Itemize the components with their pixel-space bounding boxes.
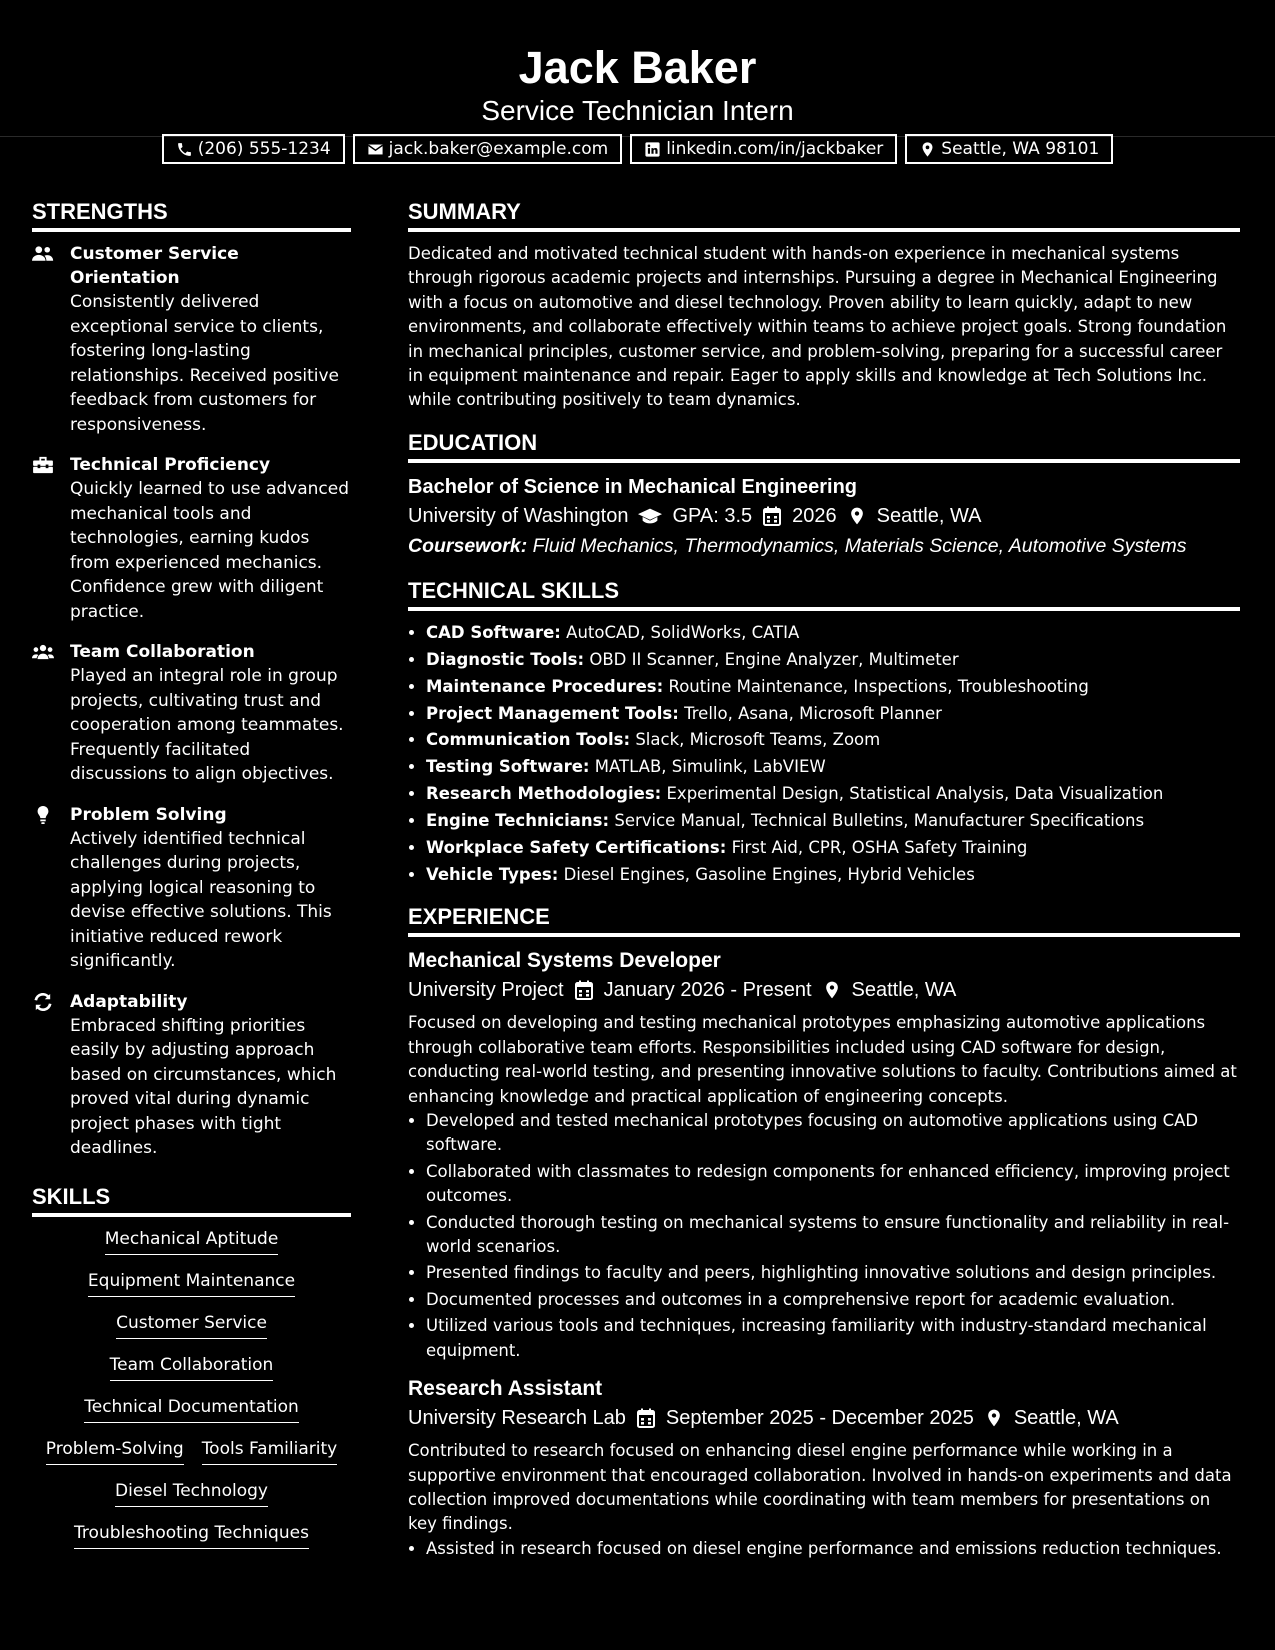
job-dates: January 2026 - Present (603, 979, 812, 1002)
list-item: • Assisted in research focused on diesel engine performance and emissions reduction techniques. (426, 1537, 1240, 1561)
calendar-icon (762, 506, 782, 526)
map-pin-icon (984, 1408, 1004, 1428)
list-item: • Presented findings to faculty and peers, highlighting innovative solutions and design principles. (426, 1261, 1240, 1285)
header (0, 0, 1275, 159)
job-bullets (408, 1109, 1240, 1363)
list-item: • Developed and tested mechanical prototypes focusing on automotive applications using CAD software. (426, 1109, 1240, 1158)
linkedin-icon (644, 141, 661, 158)
job-location: Seattle, WA (1013, 1407, 1119, 1430)
skill-tag: Technical Documentation (84, 1395, 299, 1423)
job-title: Service Technician Intern (481, 95, 794, 126)
skill-tag: Tools Familiarity (202, 1437, 338, 1465)
map-pin-icon (847, 506, 867, 526)
technical-skills-heading: TECHNICAL SKILLS (408, 577, 1240, 611)
refresh-icon (32, 993, 54, 1011)
list-item: • Diagnostic Tools: OBD II Scanner, Engine Analyzer, Multimeter (426, 648, 1240, 672)
job-position: Mechanical Systems Developer (408, 949, 721, 973)
list-item: • Research Methodologies: Experimental Design, Statistical Analysis, Data Visualization (426, 782, 1240, 806)
job-dates: September 2025 - December 2025 (665, 1407, 974, 1430)
skills-list (32, 1227, 351, 1549)
job-location: Seattle, WA (851, 979, 957, 1002)
strength-title: Adaptability (70, 991, 188, 1012)
strength-desc: Actively identified technical challenges during projects, applying logical reasoning to devise effective solutions. This initiative reduced rework significantly. (70, 828, 332, 971)
contact-location-text: Seattle, WA 98101 (941, 139, 1100, 159)
strength-item (32, 242, 351, 437)
list-item: • Project Management Tools: Trello, Asana, Microsoft Planner (426, 702, 1240, 726)
education-location: Seattle, WA (876, 504, 982, 527)
calendar-icon (636, 1408, 656, 1428)
team-icon (32, 643, 54, 661)
skill-tag: Problem-Solving (46, 1437, 184, 1465)
contact-phone[interactable] (162, 134, 345, 164)
strength-desc: Consistently delivered exceptional service to clients, fostering long-lasting relationships. Received positive feedback from customers for responsiveness. (70, 292, 340, 435)
toolbox-icon (32, 456, 54, 474)
strength-item (32, 453, 351, 624)
coursework-list: Fluid Mechanics, Thermodynamics, Materials Science, Automotive Systems (532, 534, 1187, 557)
strength-title: Team Collaboration (70, 642, 255, 662)
gpa: GPA: 3.5 (672, 504, 753, 527)
education-heading: EDUCATION (408, 429, 1240, 463)
job-meta (408, 975, 1240, 1005)
coursework-label: Coursework: (408, 534, 528, 557)
candidate-name: Jack Baker (518, 42, 757, 93)
experience-heading: EXPERIENCE (408, 903, 1240, 937)
graduation-cap-icon (638, 506, 662, 526)
contact-email[interactable] (353, 134, 623, 164)
job-meta (408, 1403, 1240, 1433)
calendar-icon (574, 980, 594, 1000)
strength-title: Problem Solving (70, 804, 227, 825)
strength-title: Customer Service Orientation (70, 244, 239, 288)
job-description: Focused on developing and testing mechanical prototypes emphasizing automotive applications through collaborative team efforts. Responsibilities included using CAD software for design, conducting real-world testing, and presenting innovative solutions to faculty. Contributions aimed at enhancing knowledge and practical application of engineering concepts. (408, 1013, 1237, 1106)
summary-text: Dedicated and motivated technical student with hands-on experience in mechanical systems through rigorous academic projects and internships. Pursuing a degree in Mechanical Engineering with a focus on automotive and diesel technology. Proven ability to learn quickly, adapt to new environments, and collaborate effectively within teams to achieve project goals. Strong foundation in mechanical principles, customer service, and problem-solving, preparing for a successful career in equipment maintenance and repair. Eager to apply skills and knowledge at Tech Solutions Inc. while contributing positively to team dynamics. (408, 244, 1227, 410)
right-column (408, 198, 1240, 1563)
job-org: University Research Lab (408, 1407, 626, 1430)
strengths-heading: STRENGTHS (32, 198, 351, 232)
strength-item (32, 640, 351, 787)
list-item: • Workplace Safety Certifications: First Aid, CPR, OSHA Safety Training (426, 836, 1240, 860)
contact-linkedin-text: linkedin.com/in/jackbaker (666, 139, 884, 159)
list-item: • Communication Tools: Slack, Microsoft Teams, Zoom (426, 728, 1240, 752)
skill-tag: Diesel Technology (115, 1479, 268, 1507)
left-column (32, 198, 351, 1563)
contact-bar (0, 134, 1275, 164)
list-item: • Collaborated with classmates to redesign components for enhanced efficiency, improving project outcomes. (426, 1160, 1240, 1209)
strength-desc: Quickly learned to use advanced mechanical tools and technologies, earning kudos from experienced mechanics. Confidence grew with diligent practice. (70, 479, 349, 622)
degree-title: Bachelor of Science in Mechanical Engineering (408, 475, 858, 498)
lightbulb-icon (32, 806, 54, 824)
job-position: Research Assistant (408, 1377, 603, 1401)
skills-heading: SKILLS (32, 1183, 351, 1217)
list-item: • Testing Software: MATLAB, Simulink, LabVIEW (426, 755, 1240, 779)
skill-tag: Equipment Maintenance (88, 1269, 295, 1297)
job-description: Contributed to research focused on enhancing diesel engine performance while working in a supportive environment that encouraged collaboration. Involved in hands-on experiments and data collection improved documentations while coordinating with team members for presentations on key findings. (408, 1441, 1232, 1534)
users-icon (32, 245, 54, 263)
list-item: • Engine Technicians: Service Manual, Technical Bulletins, Manufacturer Specifications (426, 809, 1240, 833)
map-pin-icon (822, 980, 842, 1000)
skill-tag: Mechanical Aptitude (105, 1227, 279, 1255)
strength-desc: Played an integral role in group projects, cultivating trust and cooperation among teammates. Frequently facilitated discussions to align objectives. (70, 666, 344, 784)
list-item: • Utilized various tools and techniques, increasing familiarity with industry-standard mechanical equipment. (426, 1314, 1240, 1363)
list-item: • Maintenance Procedures: Routine Maintenance, Inspections, Troubleshooting (426, 675, 1240, 699)
phone-icon (176, 141, 193, 158)
envelope-icon (367, 141, 384, 158)
contact-linkedin[interactable] (630, 134, 897, 164)
skill-tag: Customer Service (116, 1311, 267, 1339)
strength-item (32, 803, 351, 974)
strength-title: Technical Proficiency (70, 455, 271, 475)
school-name: University of Washington (408, 504, 629, 527)
contact-location (905, 134, 1113, 164)
list-item: • Conducted thorough testing on mechanical systems to ensure functionality and reliability in real-world scenarios. (426, 1211, 1240, 1260)
contact-email-text: jack.baker@example.com (388, 139, 609, 159)
list-item: • CAD Software: AutoCAD, SolidWorks, CATIA (426, 621, 1240, 645)
strength-desc: Embraced shifting priorities easily by adjusting approach based on circumstances, which proved vital during dynamic project phases with tight deadlines. (70, 1015, 337, 1158)
job-bullets (408, 1537, 1240, 1561)
education-meta (408, 501, 1240, 531)
coursework (408, 531, 1240, 561)
skill-tag: Troubleshooting Techniques (74, 1521, 309, 1549)
list-item: • Documented processes and outcomes in a comprehensive report for academic evaluation. (426, 1288, 1240, 1312)
map-pin-icon (919, 141, 936, 158)
graduation-year: 2026 (792, 504, 837, 527)
technical-skills-list (408, 621, 1240, 888)
summary-heading: SUMMARY (408, 198, 1240, 232)
strength-item (32, 990, 351, 1161)
contact-phone-text: (206) 555-1234 (197, 139, 331, 159)
job-org: University Project (408, 979, 564, 1002)
skill-tag: Team Collaboration (110, 1353, 274, 1381)
list-item: • Vehicle Types: Diesel Engines, Gasoline Engines, Hybrid Vehicles (426, 863, 1240, 887)
